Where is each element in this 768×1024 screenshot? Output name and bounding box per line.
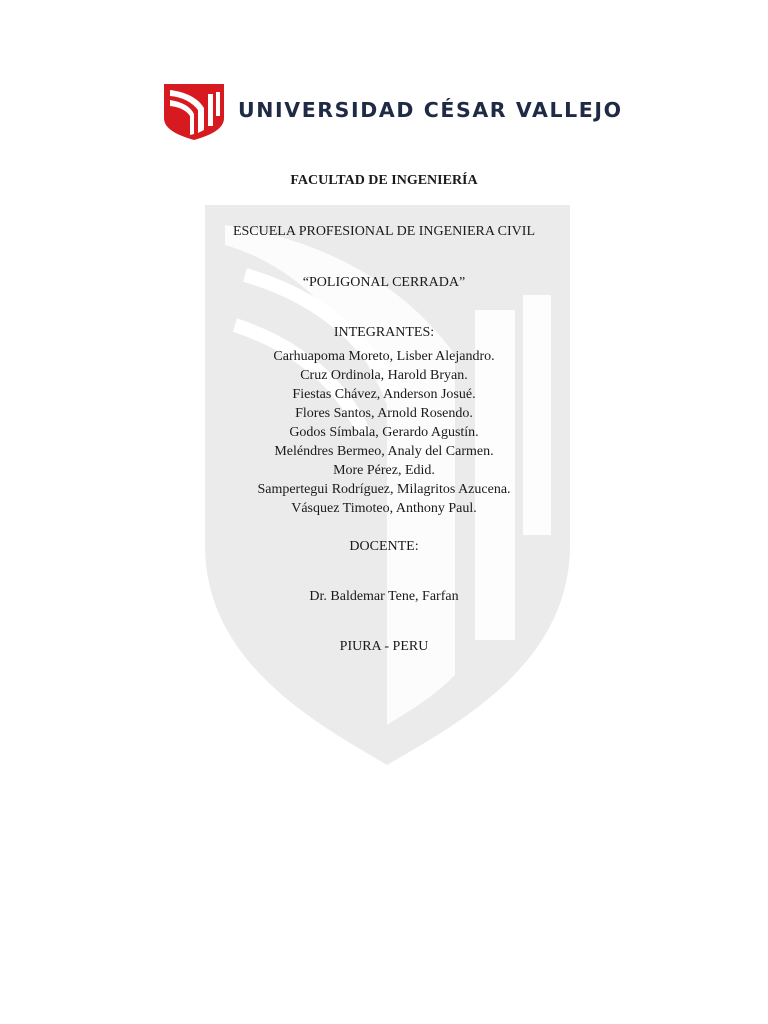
- teacher-name: Dr. Baldemar Tene, Farfan: [309, 589, 459, 604]
- list-item: Vásquez Timoteo, Anthony Paul.: [291, 501, 477, 516]
- list-item: More Pérez, Edid.: [333, 463, 435, 478]
- list-item: Sampertegui Rodríguez, Milagritos Azucena.: [257, 482, 511, 497]
- university-logo: [164, 84, 623, 140]
- report-title: “POLIGONAL CERRADA”: [302, 275, 466, 290]
- list-item: Godos Símbala, Gerardo Agustín.: [289, 425, 479, 440]
- ucv-shield-logo-icon: [164, 84, 224, 140]
- university-name: UNIVERSIDAD CÉSAR VALLEJO: [238, 98, 623, 122]
- list-item: Flores Santos, Arnold Rosendo.: [295, 406, 473, 421]
- members-list: [0, 347, 768, 518]
- location: PIURA - PERU: [339, 639, 429, 654]
- teacher-heading: DOCENTE:: [349, 539, 419, 554]
- list-item: Cruz Ordinola, Harold Bryan.: [300, 368, 468, 383]
- members-heading: INTEGRANTES:: [333, 325, 435, 340]
- list-item: Fiestas Chávez, Anderson Josué.: [292, 387, 476, 402]
- school-title: ESCUELA PROFESIONAL DE INGENIERA CIVIL: [232, 224, 536, 239]
- list-item: Carhuapoma Moreto, Lisber Alejandro.: [273, 349, 495, 364]
- faculty-title: FACULTAD DE INGENIERÍA: [290, 173, 478, 188]
- list-item: Meléndres Bermeo, Analy del Carmen.: [274, 444, 494, 459]
